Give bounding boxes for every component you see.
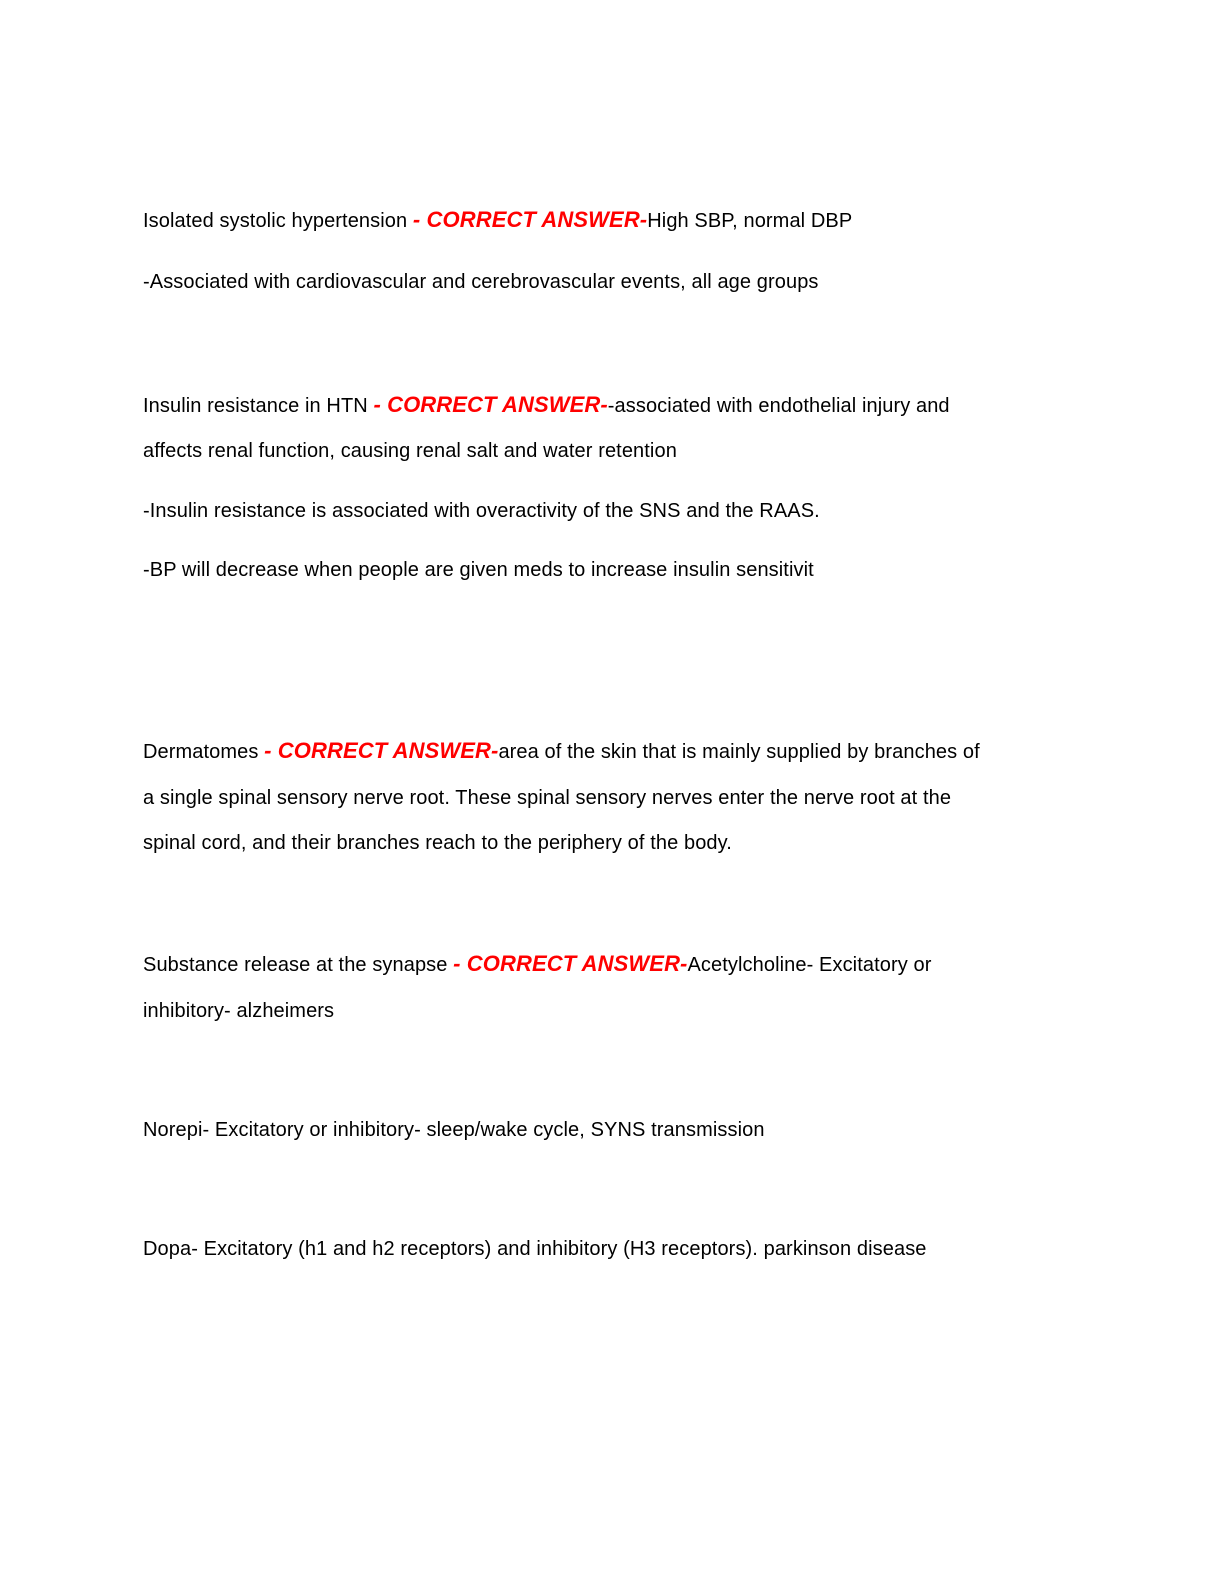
answer-text: High SBP, normal DBP (647, 210, 853, 232)
term: Isolated systolic hypertension (143, 210, 413, 232)
entry-isolated-systolic-hypertension (143, 208, 852, 233)
entry-substance-release-synapse (143, 952, 932, 977)
entry-dermatomes (143, 739, 980, 764)
answer-continuation: -Associated with cardiovascular and cerebrovascular events, all age groups (143, 271, 819, 293)
answer-continuation: -BP will decrease when people are given meds to increase insulin sensitivit (143, 559, 814, 581)
correct-answer-marker: - CORRECT ANSWER- (373, 392, 608, 417)
dopa-line: Dopa- Excitatory (h1 and h2 receptors) and inhibitory (H3 receptors). parkinson disease (143, 1238, 927, 1260)
term: Dermatomes (143, 741, 265, 763)
answer-continuation: a single spinal sensory nerve root. These spinal sensory nerves enter the nerve root at the (143, 787, 952, 809)
correct-answer-marker: - CORRECT ANSWER- (453, 951, 688, 976)
correct-answer-marker: - CORRECT ANSWER- (264, 738, 499, 763)
answer-text: area of the skin that is mainly supplied by branches of (498, 741, 980, 763)
answer-continuation: affects renal function, causing renal salt and water retention (143, 440, 677, 462)
answer-continuation: -Insulin resistance is associated with overactivity of the SNS and the RAAS. (143, 500, 820, 522)
answer-text: Acetylcholine- Excitatory or (687, 954, 932, 976)
term: Insulin resistance in HTN (143, 395, 374, 417)
entry-insulin-resistance (143, 393, 950, 418)
answer-continuation: inhibitory- alzheimers (143, 1000, 335, 1022)
norepi-line: Norepi- Excitatory or inhibitory- sleep/wake cycle, SYNS transmission (143, 1119, 765, 1141)
answer-continuation: spinal cord, and their branches reach to the periphery of the body. (143, 832, 732, 854)
term: Substance release at the synapse (143, 954, 454, 976)
answer-text: -associated with endothelial injury and (607, 395, 950, 417)
correct-answer-marker: - CORRECT ANSWER- (412, 207, 648, 232)
